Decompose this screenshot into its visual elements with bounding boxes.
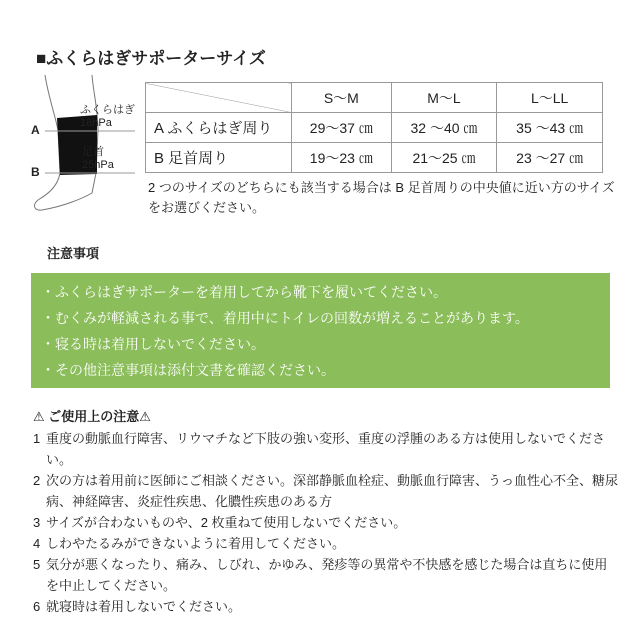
item-number: 6	[33, 599, 41, 614]
notice-item: ・ふくらはぎサポーターを着用してから靴下を履いてください。	[41, 284, 447, 300]
caution-item	[33, 428, 618, 470]
item-number: 1	[33, 431, 41, 446]
row-header: B 足首周り	[146, 143, 292, 173]
table-cell: 23 ～27 ㎝	[497, 143, 603, 173]
calf-name: ふくらはぎ	[80, 104, 135, 116]
item-text: 次の方は着用前に医師にご相談ください。深部静脈血栓症、動脈血行障害、うっ血性心不全、糖尿病、神経障害、炎症性疾患、化膿性疾患のある方	[46, 473, 619, 509]
row-header: A ふくらはぎ周り	[146, 113, 292, 143]
calf-pressure: 18hPa	[80, 117, 112, 129]
size-note: 2 つのサイズのどちらにも該当する場合は B 足首周りの中央値に近い方のサイズをお選びください。	[148, 180, 615, 215]
column-header: L～LL	[497, 83, 603, 113]
table-cell: 21～25 ㎝	[391, 143, 497, 173]
label-b: B	[31, 165, 40, 179]
notice-heading: 注意事項	[47, 246, 100, 261]
table-row	[146, 113, 603, 143]
table-cell: 19～23 ㎝	[292, 143, 392, 173]
item-text: サイズが合わないものや、2 枚重ねて使用しないでください。	[46, 515, 407, 530]
column-header: S～M	[292, 83, 392, 113]
notice-item: ・寝る時は着用しないでください。	[41, 336, 265, 352]
table-cell: 29～37 ㎝	[292, 113, 392, 143]
item-number: 4	[33, 536, 41, 551]
leg-diagram-icon	[20, 75, 140, 215]
caution-item	[33, 512, 618, 533]
label-a: A	[31, 123, 40, 137]
item-number: 3	[33, 515, 41, 530]
table-row	[146, 143, 603, 173]
caution-item	[33, 533, 618, 554]
item-number: 5	[33, 557, 41, 572]
item-text: 重度の動脈血行障害、リウマチなど下肢の強い変形、重度の浮腫のある方は使用しないでください。	[46, 431, 606, 467]
item-text: 就寝時は着用しないでください。	[46, 599, 242, 614]
table-corner	[146, 83, 292, 113]
column-header: M～L	[391, 83, 497, 113]
table-cell: 35 ～43 ㎝	[497, 113, 603, 143]
caution-item	[33, 554, 618, 596]
size-table	[145, 82, 603, 173]
notice-item: ・その他注意事項は添付文書を確認ください。	[41, 362, 335, 378]
notice-box	[31, 273, 610, 388]
item-number: 2	[33, 473, 41, 488]
item-text: しわやたるみができないように着用してください。	[46, 536, 346, 551]
table-header-row	[146, 83, 603, 113]
caution-heading: ⚠ ご使用上の注意⚠	[33, 409, 151, 424]
caution-item	[33, 470, 618, 512]
ankle-pressure: 25hPa	[82, 159, 114, 171]
ankle-name: 足首	[82, 146, 104, 158]
table-cell: 32 ～40 ㎝	[391, 113, 497, 143]
page-title: ■ふくらはぎサポーターサイズ	[36, 49, 266, 68]
item-text: 気分が悪くなったり、痛み、しびれ、かゆみ、発疹等の異常や不快感を感じた場合は直ちに使用を中止してください。	[46, 557, 608, 593]
caution-item	[33, 596, 618, 617]
caution-list	[33, 428, 618, 617]
notice-item: ・むくみが軽減される事で、着用中にトイレの回数が増えることがあります。	[41, 310, 529, 326]
